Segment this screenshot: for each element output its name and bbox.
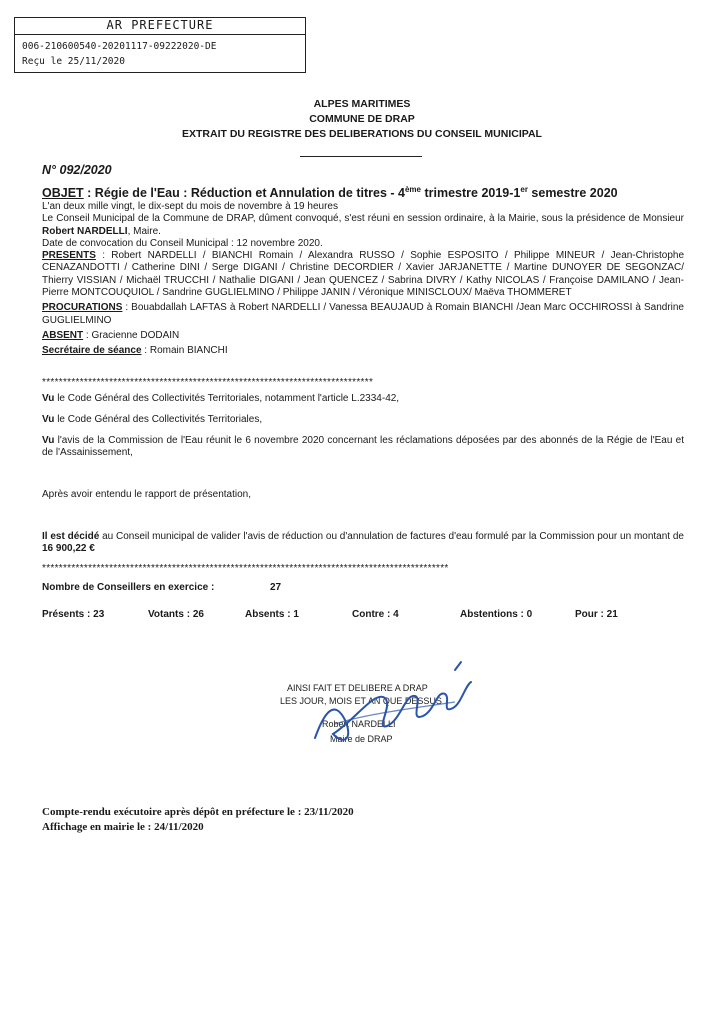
objet-text-after: semestre 2020: [527, 186, 618, 201]
objet-text-middle: trimestre 2019-1: [421, 186, 521, 201]
convocation-date: Date de convocation du Conseil Municipal : 12 novembre 2020.: [42, 237, 323, 249]
decision-paragraph: [42, 531, 684, 556]
votes-votants: Votants : 26: [148, 609, 204, 620]
decision-amount: 16 900,22 €: [42, 543, 95, 555]
session-council-text: [42, 213, 684, 238]
vu-2-text: le Code Général des Collectivités Territoriales,: [54, 414, 263, 425]
affichage-line: Affichage en mairie le : 24/11/2020: [42, 821, 204, 833]
rapport-line: Après avoir entendu le rapport de présentation,: [42, 489, 252, 500]
session-block: [42, 201, 684, 358]
presents-list: [42, 250, 684, 299]
department-heading: ALPES MARITIMES: [313, 98, 411, 110]
signer-title: Maire de DRAP: [330, 734, 393, 744]
commune-heading: COMMUNE DE DRAP: [309, 113, 415, 125]
votes-abstentions: Abstentions : 0: [460, 609, 533, 620]
objet-sup-1: ème: [404, 185, 421, 194]
vu-2-label: Vu: [42, 414, 55, 425]
header-divider: [300, 156, 422, 157]
conseillers-label: Nombre de Conseillers en exercice :: [42, 582, 215, 593]
decision-text: au Conseil municipal de valider l'avis de réduction ou d'annulation de factures d'eau formulé par la Commission pour un montant de: [99, 531, 684, 542]
separator-stars-1: *******************************************************************************: [42, 377, 374, 388]
objet-text-before: : Régie de l'Eau : Réduction et Annulation de titres - 4: [83, 186, 405, 201]
presents-text: : Robert NARDELLI / BIANCHI Romain / Alexandra RUSSO / Sophie ESPOSITO / Philippe MINEUR / Jean-Christophe CENAZANDOTTI / Catherine DINI / Serge DIGANI / Christine DECORDIER / Xavier JARJANETTE / Martine DUNOYER DE SEGONZAC/ Thierry VISSIAN / Michaël TRUCCHI / Nathalie DIGANI / Jean QUENCEZ / Sabrina DIVRY / Kathy NICOLAS / Françoise DAMILANO / Jean-Pierre MONTCOUQUIOL / Sandrine GUGLIELMINO / Philippe JANIN / Véronique MINISCLOUX/ Maëva THOMMERET: [42, 250, 684, 299]
council-text: Le Conseil Municipal de la Commune de DRAP, dûment convoqué, s'est réuni en session ordinaire, à la Mairie, sous la présidence de Monsieur: [42, 213, 684, 225]
deliberation-number: N° 092/2020: [42, 163, 112, 177]
vu-3: [42, 435, 684, 460]
votes-contre: Contre : 4: [352, 609, 399, 620]
secretaire-text: : Romain BIANCHI: [141, 345, 228, 357]
objet-line: [42, 185, 618, 200]
procurations-label: PROCURATIONS: [42, 302, 123, 314]
session-date-line: L'an deux mille vingt, le dix-sept du mois de novembre à 19 heures: [42, 201, 338, 212]
register-title: EXTRAIT DU REGISTRE DES DELIBERATIONS DU CONSEIL MUNICIPAL: [182, 128, 542, 140]
stamp-received-date: Reçu le 25/11/2020: [22, 56, 125, 67]
vu-1-text: le Code Général des Collectivités Territoriales, notamment l'article L.2334-42,: [54, 393, 400, 404]
absent-label: ABSENT: [42, 329, 84, 341]
presents-label: PRESENTS: [42, 250, 96, 262]
signer-name: Robert NARDELLI: [322, 719, 396, 729]
absent-line: [42, 330, 684, 342]
signature-line-2: LES JOUR, MOIS ET AN QUE DESSUS: [280, 696, 442, 706]
objet-label: OBJET: [42, 186, 84, 201]
vu-3-text: l'avis de la Commission de l'Eau réunit le 6 novembre 2020 concernant les réclamations déposées par des abonnés de la Régie de l'Eau et de l'Assainissement,: [42, 435, 684, 459]
conseillers-value: 27: [270, 582, 282, 593]
vu-3-label: Vu: [42, 435, 55, 446]
mayor-name: Robert NARDELLI: [42, 225, 128, 237]
votes-pour: Pour : 21: [575, 609, 618, 620]
secretaire-line: [42, 345, 684, 357]
procurations-text: : Bouabdallah LAFTAS à Robert NARDELLI / Vanessa BEAUJAUD à Romain BIANCHI /Jean Marc OCCHIROSSI à Sandrine GUGLIELMINO: [42, 302, 684, 326]
compte-rendu-line: Compte-rendu exécutoire après dépôt en préfecture le : 23/11/2020: [42, 806, 354, 818]
votes-presents: Présents : 23: [42, 609, 105, 620]
vu-1: [42, 393, 684, 405]
separator-stars-2: *************************************************************************************************: [42, 563, 449, 574]
votes-absents: Absents : 1: [245, 609, 299, 620]
mayor-suffix: , Maire.: [127, 225, 161, 237]
vu-2: [42, 414, 684, 426]
secretaire-label: Secrétaire de séance: [42, 345, 142, 357]
decision-label: Il est décidé: [42, 531, 100, 542]
procurations-list: [42, 302, 684, 327]
vu-1-label: Vu: [42, 393, 55, 404]
absent-text: : Gracienne DODAIN: [83, 329, 180, 341]
handwritten-signature: [305, 650, 485, 750]
objet-sup-2: er: [520, 185, 528, 194]
signature-line-1: AINSI FAIT ET DELIBERE A DRAP: [287, 683, 428, 693]
stamp-reference: 006-210600540-20201117-09222020-DE: [22, 41, 217, 52]
stamp-title: AR PREFECTURE: [14, 17, 306, 35]
